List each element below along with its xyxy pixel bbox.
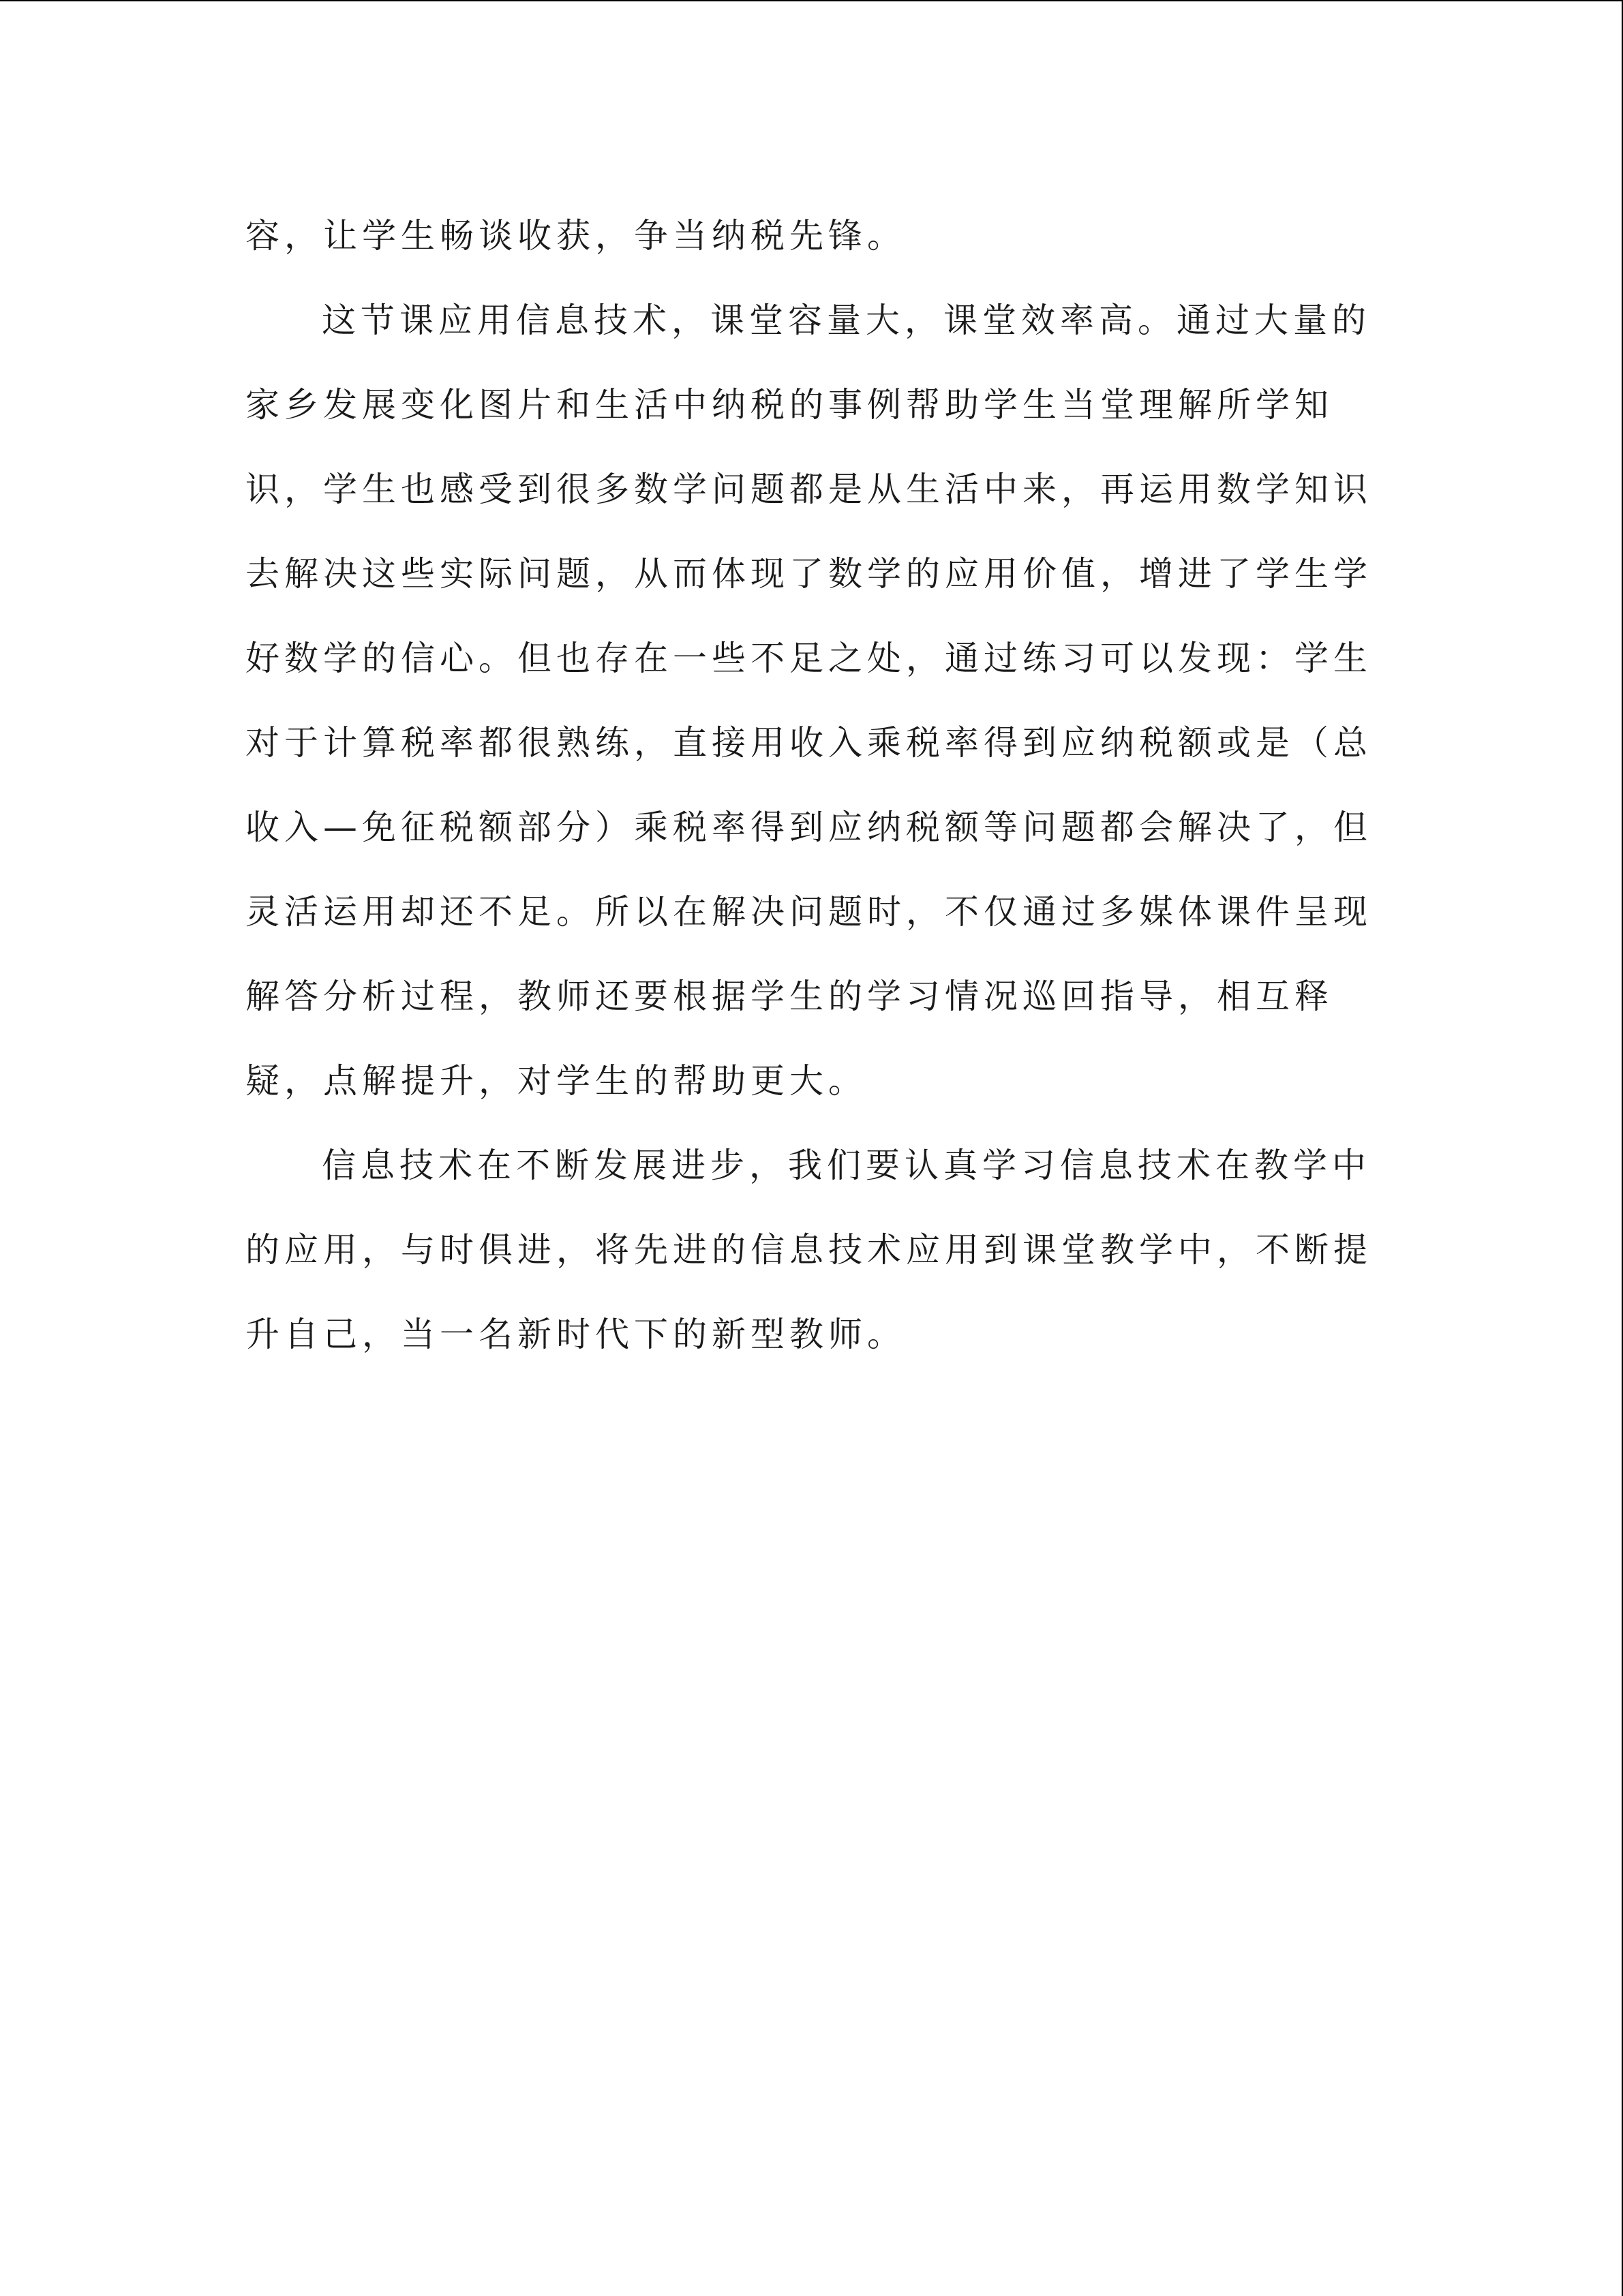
text-line: 收入—免征税额部分）乘税率得到应纳税额等问题都会解决了，但 [245,808,1372,847]
text-line: 升自己，当一名新时代下的新型教师。 [245,1315,906,1354]
text-line: 容，让学生畅谈收获，争当纳税先锋。 [245,216,906,256]
text-line: 识，学生也感受到很多数学问题都是从生活中来，再运用数学知识 [245,470,1372,509]
text-line: 解答分析过程，教师还要根据学生的学习情况巡回指导，相互释 [245,977,1333,1016]
text-line: 疑，点解提升，对学生的帮助更大。 [245,1061,867,1101]
text-line: 这节课应用信息技术，课堂容量大，课堂效率高。通过大量的 [322,301,1371,340]
text-line: 家乡发展变化图片和生活中纳税的事例帮助学生当堂理解所学知 [245,385,1333,425]
text-line: 对于计算税率都很熟练，直接用收入乘税率得到应纳税额或是（总 [245,723,1372,763]
text-line: 的应用，与时俱进，将先进的信息技术应用到课堂教学中，不断提 [245,1230,1372,1270]
text-line: 去解决这些实际问题，从而体现了数学的应用价值，增进了学生学 [245,554,1372,594]
text-line: 灵活运用却还不足。所以在解决问题时，不仅通过多媒体课件呈现 [245,892,1372,932]
body-text [245,194,1372,1377]
text-line: 好数学的信心。但也存在一些不足之处，通过练习可以发现：学生 [245,639,1372,678]
text-line: 信息技术在不断发展进步，我们要认真学习信息技术在教学中 [322,1146,1371,1185]
